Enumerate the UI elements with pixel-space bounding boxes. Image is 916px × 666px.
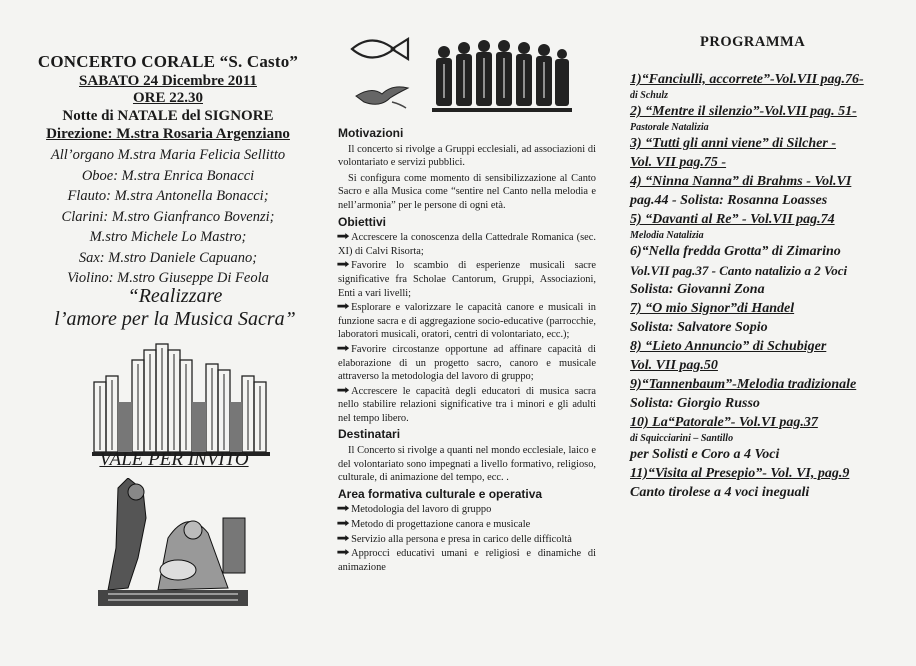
performer-line: Flauto: M.stra Antonella Bonacci; (67, 188, 269, 204)
concert-subtitle: Notte di NATALE del SIGNORE (62, 108, 274, 124)
list-item (338, 301, 596, 342)
motto (30, 285, 320, 331)
list-item-text: Metodologia del lavoro di gruppo (351, 504, 492, 516)
program-item-line: Canto tirolese a 4 voci ineguali (630, 485, 810, 500)
arrow-icon: ➡ (336, 257, 350, 272)
list-item-text: Esplorare e valorizzare le capacità canore e musicali in funzione sacra e di aggregazione socio-educative (parrocchie, laboratori musicali, oratori, centri di volontariato, ecc.); (338, 302, 596, 341)
program-item: 8) “Lieto Annuncio” di Schubiger (630, 339, 827, 354)
list-item (338, 518, 596, 532)
list-item (336, 530, 596, 547)
performer-line: All’organo M.stra Maria Felicia Sellitto (50, 147, 286, 163)
list-item-text: Accrescere la conoscenza della Cattedrale Romanica (sec. XI) di Calvi Risorta; (338, 232, 596, 257)
program-item-line: Vol. VII pag.50 (630, 358, 718, 373)
performer-line: M.stro Michele Lo Mastro; (89, 229, 247, 245)
program-item: 11)“Visita al Presepio”- Vol. VI, pag.9 (630, 466, 850, 481)
program-item-sub: di Squicciarini – Santillo (630, 433, 734, 444)
performers-list (18, 145, 318, 289)
paragraph: Si configura come momento di sensibilizzazione al Canto Sacro e alla Musica come “sentire nel Canto nella melodia e nell’armonia” per le persone di ogni età. (338, 172, 596, 211)
program-item-line: Solista: Salvatore Sopio (630, 320, 768, 335)
section-heading: Motivazioni (338, 126, 404, 140)
program-item-sub: Pastorale Natalizia (630, 122, 709, 133)
list-item (338, 231, 596, 258)
program-item-line: per Solisti e Coro a 4 Voci (630, 447, 780, 462)
program-item-line: Vol. VII pag.75 - (630, 155, 727, 170)
section-heading: Area formativa culturale e operativa (338, 486, 543, 501)
performer-line: Sax: M.stro Daniele Capuano; (78, 249, 258, 266)
list-item-text: Favorire lo scambio di esperienze musicali sacre significative fra Scholae Cantorum, Gruppi, Associazioni, Enti a vari livelli; (338, 260, 596, 299)
motivations-section (338, 124, 596, 575)
program-item: 4) “Ninna Nanna” di Brahms - Vol.VI (630, 174, 852, 189)
program-item: 1)“Fanciulli, accorrete”-Vol.VII pag.76- (630, 72, 864, 87)
arrow-icon: ➡ (336, 530, 350, 545)
program-item: 5) “Davanti al Re” - Vol.VII pag.74 (630, 212, 835, 227)
program-item: 2) “Mentre il silenzio”-Vol.VII pag. 51- (630, 104, 857, 119)
arrow-icon: ➡ (336, 501, 350, 516)
program-item-sub: Melodia Natalizia (630, 230, 704, 241)
concert-time: ORE 22.30 (132, 90, 203, 106)
nativity-illustration (98, 478, 248, 606)
direction-line: Direzione: M.stra Rosaria Argenziano (46, 126, 290, 142)
paragraph: Il concerto si rivolge a Gruppi ecclesiali, ad associazioni di volontariato e servizi pubblici. (338, 143, 596, 169)
paragraph: Il Concerto si rivolge a quanti nel mondo ecclesiale, laico e del volontariato sono impegnati a livello formativo, religioso, culturale, di animazione del tempo, ecc. . (338, 445, 596, 484)
program-item: 10) La“Patorale”- Vol.VI pag.37 (630, 415, 818, 430)
program-item-sub: di Schulz (630, 90, 669, 101)
program-item-line: Solista: Giovanni Zona (630, 282, 765, 297)
program-item-line: pag.44 - Solista: Rosanna Loasses (630, 193, 828, 208)
arrow-icon: ➡ (336, 545, 350, 560)
list-item-text: Metodo di progettazione canora e musicale (351, 519, 531, 531)
program-item-line: Solista: Giorgio Russo (630, 396, 760, 411)
arrow-icon: ➡ (336, 382, 350, 397)
concert-date: SABATO 24 Dicembre 2011 (79, 73, 257, 89)
section-heading: Obiettivi (338, 214, 387, 229)
motto-line: l’amore per la Musica Sacra” (54, 308, 296, 330)
program-item: 9)“Tannenbaum”-Melodia tradizionale (630, 377, 857, 392)
program-list (630, 70, 892, 502)
program-item: 3) “Tutti gli anni viene” di Silcher - (630, 136, 836, 151)
arrow-icon: ➡ (336, 229, 350, 244)
invitation-label: VALE PER INVITO (99, 449, 249, 470)
arrow-icon: ➡ (336, 340, 350, 355)
performer-line: Clarini: M.stro Gianfranco Bovenzi; (61, 208, 275, 225)
list-item (338, 259, 596, 300)
arrow-icon: ➡ (336, 516, 350, 531)
arrow-icon: ➡ (336, 299, 350, 314)
section-heading: Destinatari (338, 427, 401, 442)
list-item (336, 340, 596, 384)
list-item-text: Servizio alla persona e presa in carico delle difficoltà (351, 533, 572, 545)
list-item-text: Favorire circostanze opportune ad affinare capacità di elaborazione di un progetto sacro, canoro e musicale attraverso la metodologia del lavoro di gruppo; (338, 343, 596, 383)
performer-line: Violino: M.stro Giuseppe Di Feola (67, 270, 269, 286)
list-item-text: Approcci educativi umani e religiosi e dinamiche di animazione (338, 548, 596, 573)
choir-illustration (432, 38, 572, 116)
program-item: 7) “O mio Signor”di Handel (630, 301, 795, 316)
program-title: PROGRAMMA (700, 34, 806, 50)
program-item: 6)“Nella fredda Grotta” di Zimarino (630, 244, 841, 259)
program-item-line: Vol.VII pag.37 - Canto natalizio a 2 Voci (630, 263, 848, 278)
dove-icon (352, 82, 412, 110)
list-item (338, 547, 596, 574)
fish-icon (348, 34, 410, 64)
motto-line: “Realizzare (127, 285, 223, 307)
concert-title: CONCERTO CORALE “S. Casto” (37, 52, 299, 71)
list-item (338, 503, 596, 517)
performer-line: Oboe: M.stra Enrica Bonacci (81, 167, 255, 184)
list-item (336, 382, 596, 426)
organ-illustration (92, 342, 272, 457)
list-item-text: Accrescere le capacità degli educatori di musica sacra nello stabilire relazioni significative tra i minori e gli adulti nel tempo libero. (338, 385, 596, 424)
